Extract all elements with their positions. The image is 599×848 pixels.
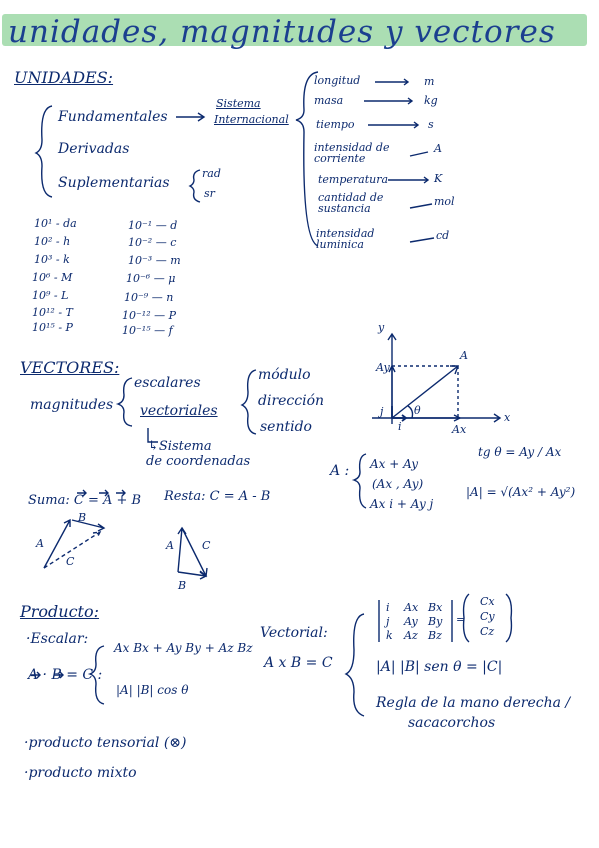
tensorial-item: ·producto tensorial (⊗) (24, 735, 187, 751)
prefix-small: 10⁻⁹ — n (124, 291, 174, 304)
prefix-small: 10⁻¹² — P (122, 309, 177, 322)
fig-theta-label: θ (414, 404, 421, 417)
unit-sym-5: K (434, 172, 443, 185)
tg-formula: tg θ = Ay / Ax (478, 445, 562, 459)
vectorial-lhs: A x B = C (264, 655, 333, 671)
resta-fig-b: B (178, 579, 187, 592)
escalar-components: Ax Bx + Ay By + Az Bz (114, 641, 253, 655)
suma-formula: Suma: C = A + B (28, 493, 142, 508)
matrix-cell: Ax (404, 601, 419, 614)
fundamentales: Fundamentales (58, 109, 168, 125)
suplementarias: Suplementarias (58, 175, 170, 191)
sistema-line1: ↳Sistema (148, 439, 212, 454)
fig-y-axis-label: y (378, 321, 385, 334)
mixto-item: ·producto mixto (24, 765, 137, 781)
matrix-cell: j (386, 615, 390, 628)
fig-j-label: j (380, 405, 384, 418)
fig-i-label: i (398, 420, 402, 433)
unit-name-3: tiempo (316, 118, 355, 131)
prefix-big: 10⁹ - L (32, 289, 69, 302)
sistema-line2: de coordenadas (146, 454, 251, 469)
producto-heading: Producto: (20, 602, 100, 621)
prefix-small: 10⁻¹⁵ — f (122, 324, 173, 337)
a-modulus: |A| = √(Ax² + Ay²) (466, 485, 576, 499)
magnitudes-label: magnitudes (30, 397, 114, 413)
vectoriales-label: vectoriales (140, 403, 218, 419)
fig-x-axis-label: x (504, 411, 511, 424)
matrix-cell: Bz (428, 629, 442, 642)
unit-sym-2: kg (424, 94, 438, 107)
page-title: unidades, magnitudes y vectores (8, 14, 556, 50)
escalar-label: ·Escalar: (26, 631, 89, 647)
prefix-big: 10¹ - da (34, 217, 77, 230)
result-cy: Cy (480, 610, 495, 623)
a-def-1: Ax + Ay (370, 457, 419, 471)
direccion-label: dirección (258, 393, 325, 409)
escalares-label: escalares (134, 375, 201, 391)
fig-a-label: A (460, 349, 468, 362)
matrix-cell: Bx (428, 601, 443, 614)
resta-fig-a: A (166, 539, 174, 552)
matrix-cell: Az (404, 629, 418, 642)
a-def-label: A : (330, 463, 350, 479)
unit-name-5: temperatura (318, 173, 389, 186)
a-def-2: (Ax , Ay) (372, 477, 424, 491)
unit-name-1: longitud (314, 74, 361, 87)
vectorial-modulus: |A| |B| sen θ = |C| (376, 659, 503, 675)
mano-derecha: Regla de la mano derecha / (376, 695, 571, 711)
unit-name-6: cantidad de sustancia (318, 191, 384, 215)
matrix-cell: Ay (404, 615, 418, 628)
result-cx: Cx (480, 595, 495, 608)
modulo-label: módulo (258, 367, 311, 383)
prefix-big: 10¹⁵ - P (32, 321, 73, 334)
unit-sym-4: A (434, 142, 442, 155)
fig-ax-label: Ax (452, 423, 467, 436)
rad: rad (202, 167, 221, 180)
unidades-heading: UNIDADES: (14, 68, 114, 87)
derivadas: Derivadas (58, 141, 130, 157)
vectores-heading: VECTORES: (20, 358, 120, 377)
vectorial-label: Vectorial: (260, 625, 328, 641)
matrix-cell: i (386, 601, 390, 614)
sacacorchos: sacacorchos (408, 715, 496, 731)
suma-fig-b: B (78, 511, 87, 524)
unit-sym-7: cd (436, 229, 450, 242)
prefix-big: 10³ - k (34, 253, 70, 266)
unit-name-2: masa (314, 94, 344, 107)
prefix-big: 10¹² - T (32, 306, 73, 319)
result-cz: Cz (480, 625, 495, 638)
matrix-cell: By (428, 615, 443, 628)
suma-fig-a: A (36, 537, 44, 550)
unit-name-4: intensidad de corriente (314, 141, 390, 165)
unit-name-7: intensidad luminica (316, 227, 375, 251)
unit-sym-3: s (428, 118, 434, 131)
sr: sr (204, 187, 215, 200)
escalar-lhs: A · B = C : (28, 667, 103, 683)
prefix-big: 10⁶ - M (32, 271, 73, 284)
prefix-small: 10⁻² — c (128, 236, 177, 249)
resta-formula: Resta: C = A - B (164, 489, 271, 504)
escalar-modulus: |A| |B| cos θ (116, 683, 189, 697)
equals-sign: = (456, 613, 466, 626)
suma-fig-c: C (66, 555, 75, 568)
unit-sym-6: mol (434, 195, 455, 208)
a-def-3: Ax i + Ay j (370, 497, 434, 511)
resta-fig-c: C (202, 539, 211, 552)
sentido-label: sentido (260, 419, 312, 435)
fig-ay-label: Ay (376, 361, 390, 374)
matrix-cell: k (386, 629, 393, 642)
unit-sym-1: m (424, 75, 435, 88)
si-line2: Internacional (214, 113, 289, 126)
prefix-small: 10⁻³ — m (128, 254, 181, 267)
si-line1: Sistema (216, 97, 261, 110)
prefix-small: 10⁻⁶ — μ (126, 272, 176, 285)
prefix-small: 10⁻¹ — d (128, 219, 178, 232)
prefix-big: 10² - h (34, 235, 71, 248)
